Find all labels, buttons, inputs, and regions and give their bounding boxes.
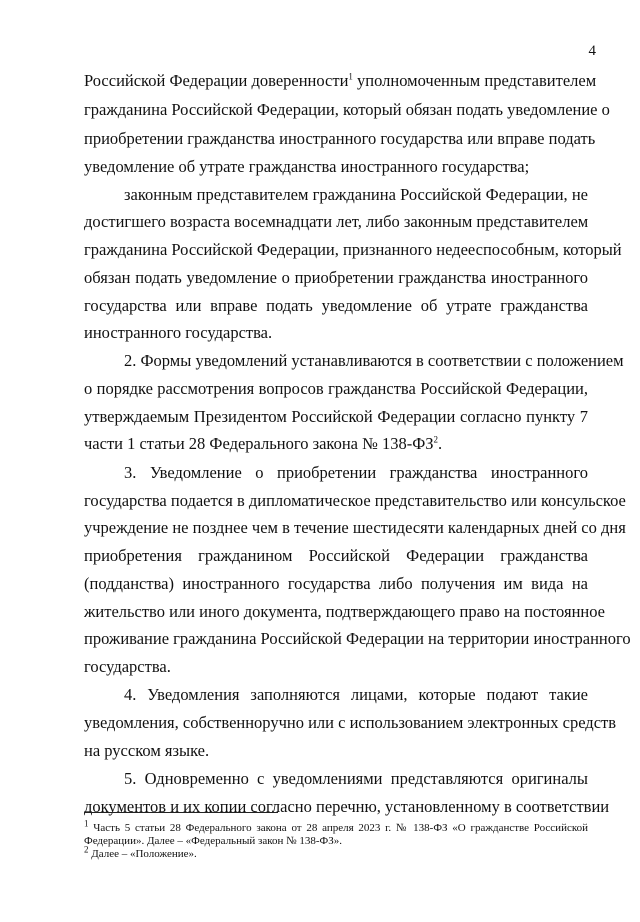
text-line: уведомления, собственноручно или с использованием электронных средств <box>84 713 617 732</box>
text-line: Российской Федерации доверенности$^1$ уполномоченным представителем <box>84 71 597 90</box>
text-line: (подданства) иностранного государства либо получения им вида на <box>84 574 588 593</box>
text-line: на русском языке. <box>84 741 210 760</box>
text-line: уведомление об утрате гражданства иностранного государства; <box>84 157 530 176</box>
text-line: достигшего возраста восемнадцати лет, либо законным представителем <box>84 212 589 231</box>
text-line: части 1 статьи 28 Федерального закона № $138-ФЗ^2$. <box>84 434 443 453</box>
footnote-separator <box>84 812 278 813</box>
page-number: 4 <box>588 43 596 59</box>
text-line: приобретении гражданства иностранного государства или вправе подать <box>84 129 596 148</box>
text-line: о порядке рассмотрения вопросов гражданства Российской Федерации, <box>84 379 588 398</box>
text-line: обязан подать уведомление о приобретении гражданства иностранного <box>84 268 588 287</box>
text-line: проживание гражданина Российской Федерации на территории иностранного <box>84 629 631 648</box>
text-line: учреждение не позднее чем в течение шестидесяти календарных дней со дня <box>84 518 626 537</box>
footnote-ref: 2 <box>433 434 439 445</box>
text-line: утверждаемым Президентом Российской Федерации согласно пункту 7 <box>84 407 588 426</box>
text-line: государства. <box>84 657 171 676</box>
text-line: 2. Формы уведомлений устанавливаются в соответствии с положением <box>124 351 624 370</box>
footnote-2: $^2$ Далее – «Положение». <box>84 844 197 860</box>
footnote-1-line-2: Федерации». Далее – «Федеральный закон № 138-ФЗ». <box>84 835 343 847</box>
text-line: гражданина Российской Федерации, который обязан подать уведомление о <box>84 100 610 119</box>
text-line: 4. Уведомления заполняются лицами, которые подают такие <box>124 685 588 704</box>
text-line: документов и их копии согласно перечню, установленному в соответствии <box>84 797 610 816</box>
text-line: 5. Одновременно с уведомлениями представляются оригиналы <box>124 769 588 788</box>
text-line: жительство или иного документа, подтверждающего право на постоянное <box>84 602 605 621</box>
text-line: законным представителем гражданина Российской Федерации, не <box>124 185 588 204</box>
text-line: государства подается в дипломатическое представительство или консульское <box>84 491 626 510</box>
text-line: гражданина Российской Федерации, признанного недееспособным, который <box>84 240 622 259</box>
text-line: 3. Уведомление о приобретении гражданства иностранного <box>124 463 588 482</box>
text-line: приобретения гражданином Российской Федерации гражданства <box>84 546 588 565</box>
footnote-1-line-1: $^1$ Часть 5 статьи 28 Федерального закона от 28 апреля 2023 г. № 138-ФЗ «О гражданстве Российской <box>84 818 589 834</box>
text-line: государства или вправе подать уведомление об утрате гражданства <box>84 296 588 315</box>
text-line: иностранного государства. <box>84 323 273 342</box>
footnote-ref: 1 <box>348 71 353 82</box>
